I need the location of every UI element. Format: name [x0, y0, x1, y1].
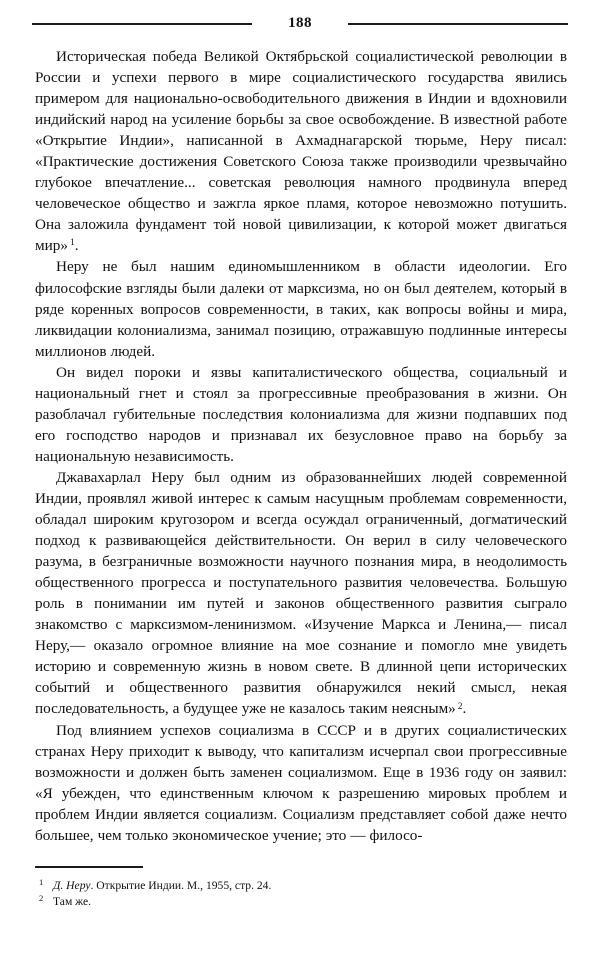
- page-number: 188: [288, 14, 312, 31]
- paragraph-text: Он видел пороки и язвы капиталистического общества, социальный и национальный гнет и стоял за прогрессивные преобразования в жизни. Он разоблачал губительные последствия колониализма для жизни подпавших под его господство народов и признавал их безусловное право на борьбу за национальную независимость.: [35, 363, 567, 465]
- footnote-item: [35, 894, 567, 910]
- footnote-marker: 2: [39, 892, 44, 903]
- paragraph-text: Под влиянием успехов социализма в СССР и в других социалистических странах Неру приходит к выводу, что капитализм исчерпал свои прогрессивные возможности и должен быть заменен социализмом. Еще в 1936 году он заявил: «Я убежден, что единственным ключом к разрешению мировых проблем и проблем Индии является социализм. Социализм представляет собой даже нечто большее, чем только экономическое учение; это — филосо-: [35, 721, 567, 844]
- footnote-citation: . Открытие Индии. М., 1955, стр. 24.: [90, 879, 272, 892]
- footnote-citation: Там же.: [53, 894, 92, 908]
- footnote-marker: 1: [39, 877, 44, 887]
- footnote-ref-1[interactable]: 1: [69, 238, 75, 249]
- paragraph: [35, 467, 567, 720]
- footnote-ref-2[interactable]: 2: [457, 701, 463, 712]
- running-head-rule-right: [348, 23, 568, 25]
- text-column: [35, 46, 567, 846]
- paragraph-tail: .: [74, 237, 79, 255]
- footnote-item: [35, 878, 567, 894]
- paragraph-text: Джавахарлал Неру был одним из образованнейших людей современной Индии, проявлял живой интерес к самым насущным проблемам современности, обладал широким кругозором и всегда осуждал ограниченный, догматический подход к развивающейся действительности. Он верил в силу человеческого разума, в безграничные возможности научного познания мира, в неодолимость общественного прогресса и поступательного развития человечества. Большую роль в понимании им путей и законов общественного развития сыграло знакомство с марксизмом-ленинизмом. «Изучение Маркса и Ленина,— писал Неру,— оказало огромное влияние на мое сознание и помогло мне увидеть историю и современную жизнь в новом свете. В длинной цепи исторических событий и общественного развития обнаружился некий смысл, некая последовательность, а будущее уже не казалось таким неясным»: [35, 468, 567, 718]
- running-head: [32, 14, 568, 34]
- footnote-block: [35, 866, 567, 909]
- paragraph-text: Историческая победа Великой Октябрьской социалистической революции в России и успехи первого в мире социалистического государства явились примером для национально-освободительного движения в Индии и вдохновили индийский народ на усиление борьбы за свое освобождение. В известной работе «Открытие Индии», написанной в Ахмаднагарской тюрьме, Неру писал: «Практические достижения Советского Союза также производили чрезвычайно глубокое впечатление... советская революция намного продвинула вперед человеческое общество и зажгла яркое пламя, которое невозможно потушить. Она заложила фундамент той новой цивилизации, к которой может двигаться мир»: [35, 48, 567, 255]
- footnote-separator-rule: [35, 866, 143, 868]
- paragraph: [35, 362, 567, 467]
- paragraph-text: Неру не был нашим единомышленником в области идеологии. Его философские взгляды были далеки от марксизма, но он был деятелем, который в ряде коренных вопросов современности, в таких, как вопросы войны и мира, ликвидации колониализма, занимал позицию, отражавшую подлинные интересы миллионов людей.: [35, 258, 567, 360]
- paragraph: [35, 46, 567, 256]
- running-head-rule-left: [32, 23, 252, 25]
- paragraph: [35, 720, 567, 846]
- paragraph: [35, 256, 567, 361]
- footnote-author: Д. Неру: [53, 879, 91, 892]
- paragraph-tail: .: [462, 700, 467, 718]
